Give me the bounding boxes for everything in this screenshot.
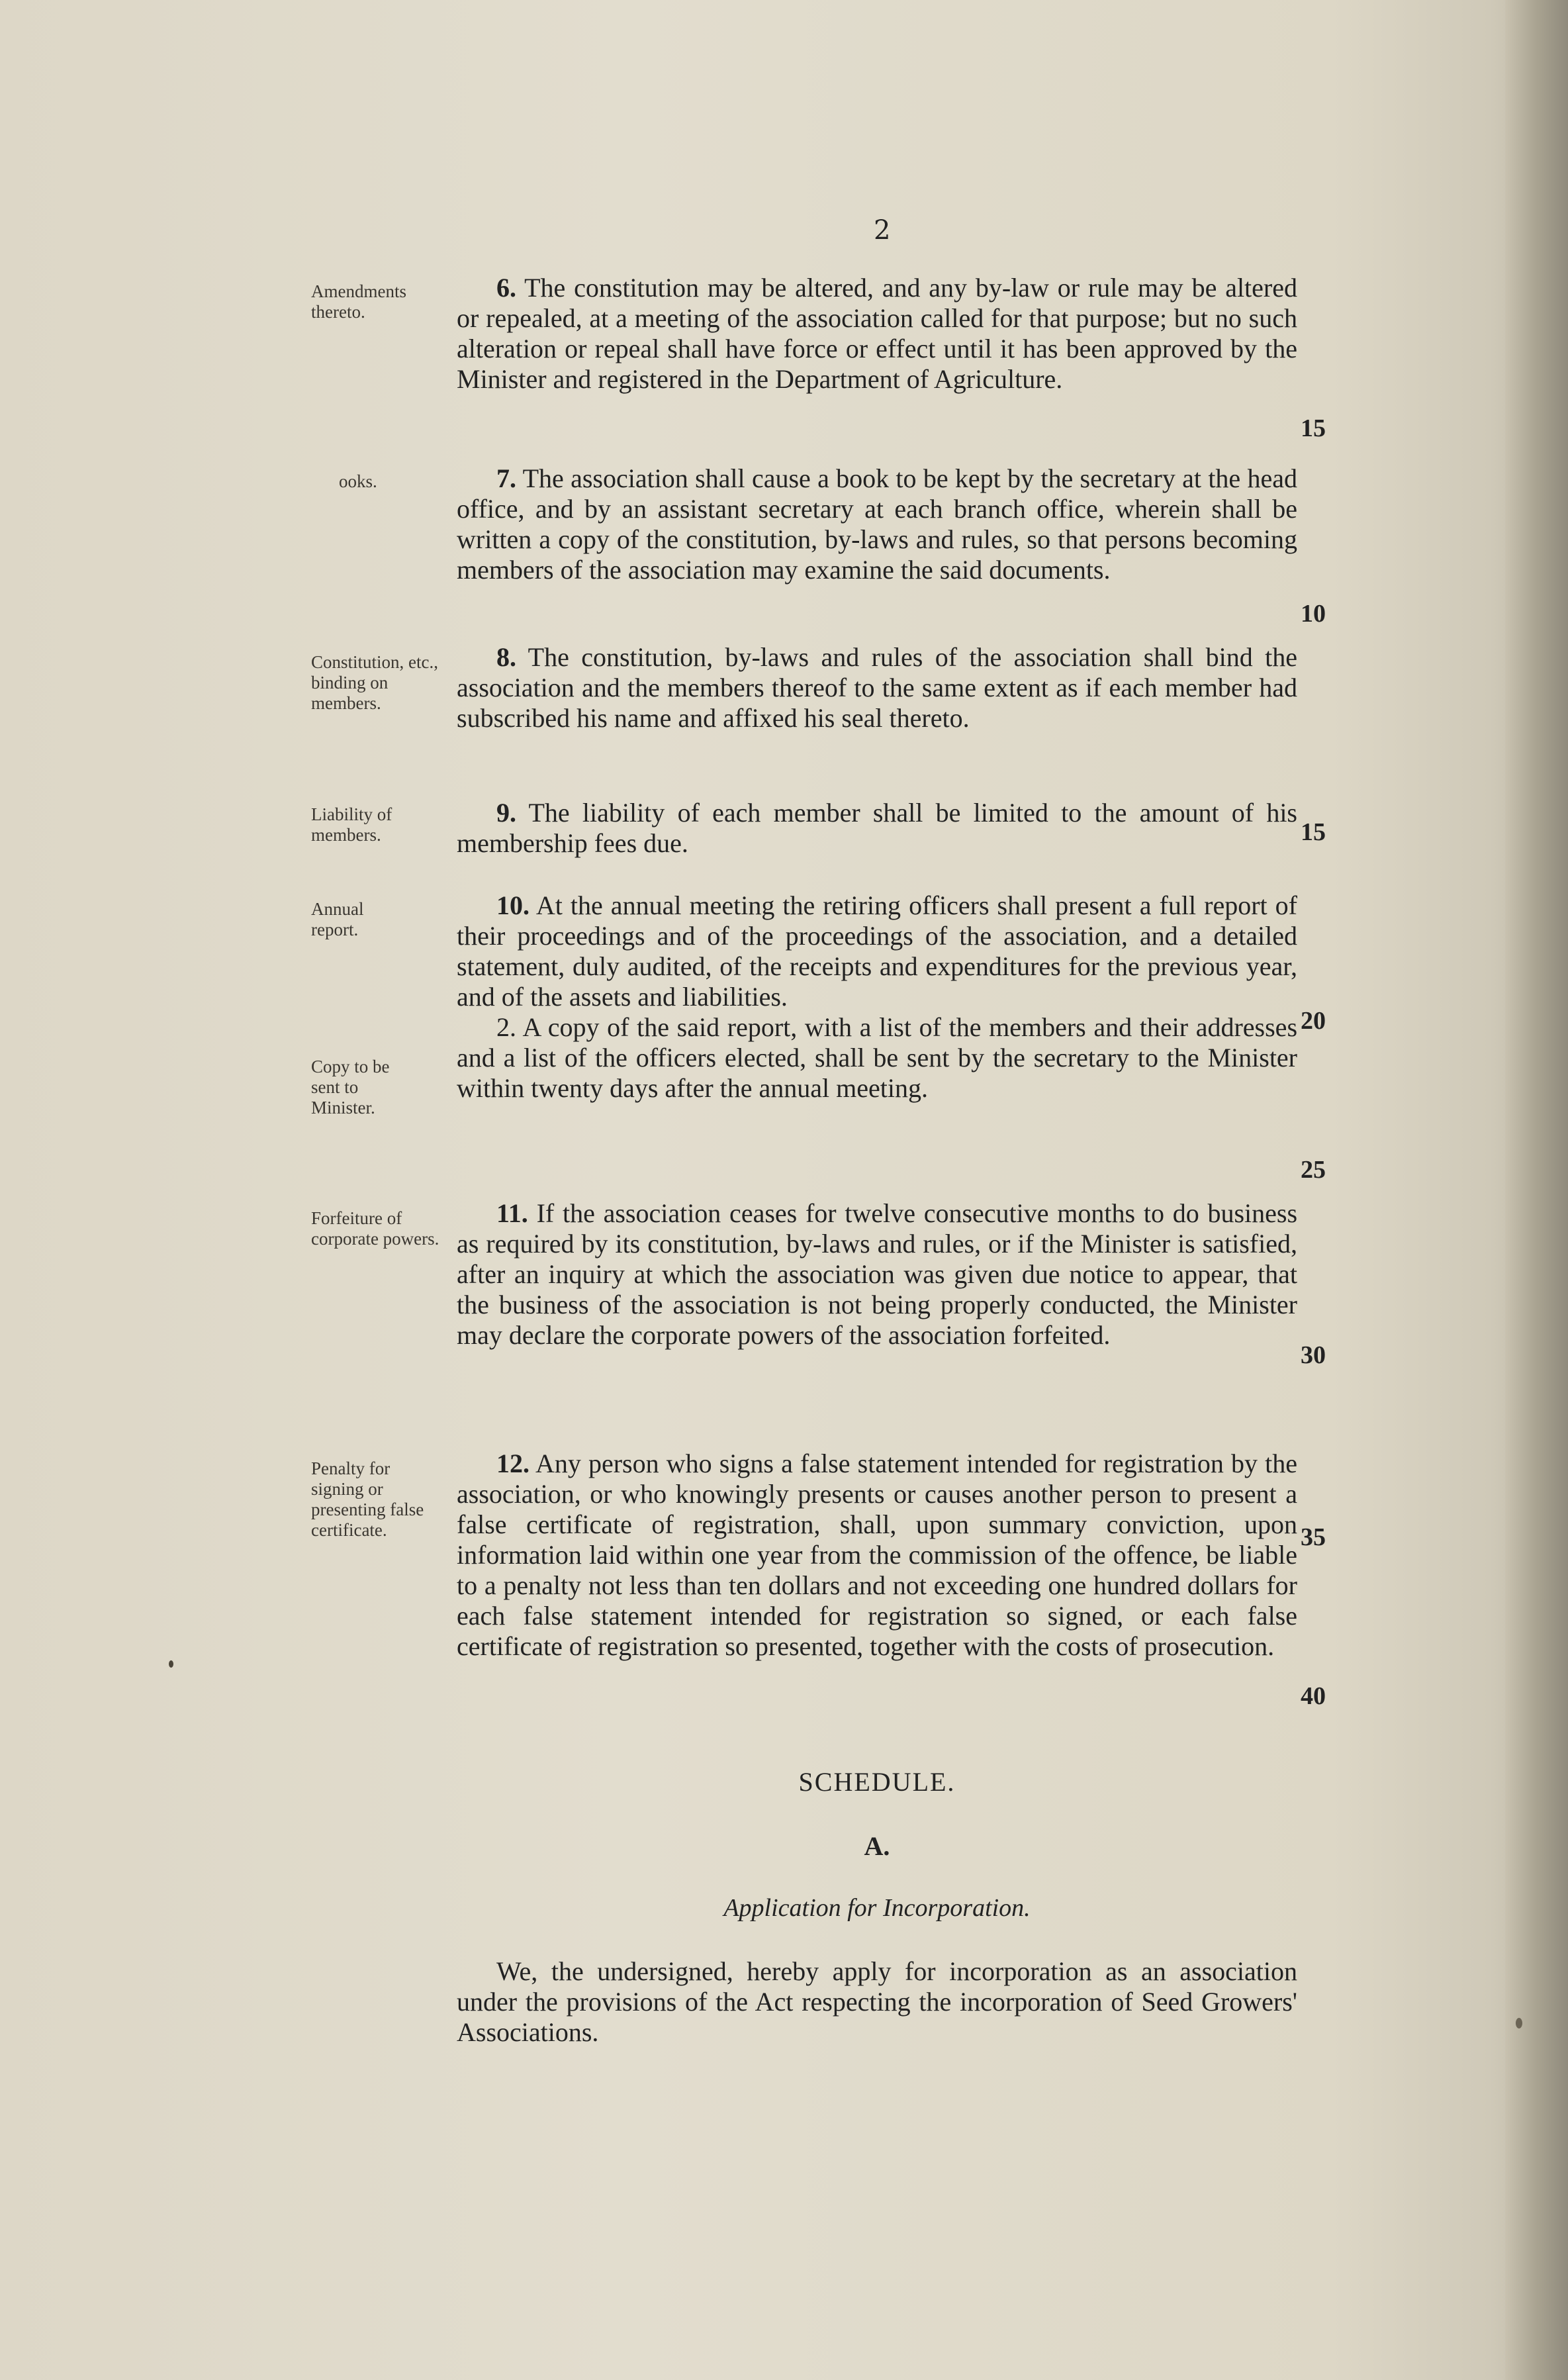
line-number: 30 — [1301, 1341, 1326, 1369]
margin-note-amendments: Amendments thereto. — [311, 281, 406, 322]
subsection-number: 2. — [496, 1012, 516, 1042]
line-number: 35 — [1301, 1523, 1326, 1551]
section-text: If the association ceases for twelve consecutive months to do business as required by its constitution, by-laws and rules, or if the Minister is satisfied, after an inquiry at which the association was given due notice to appear, that the business of the association is not being properly conducted, the Minister may declare the corporate powers of the association forfeited. — [457, 1198, 1298, 1350]
line-number: 20 — [1301, 1007, 1326, 1035]
margin-note-penalty: Penalty for signing or presenting false certificate. — [311, 1458, 424, 1540]
ink-speck — [169, 1660, 173, 1668]
line-number: 40 — [1301, 1682, 1326, 1710]
schedule-letter: A. — [864, 1831, 890, 1861]
margin-note-binding: Constitution, etc., binding on members. — [311, 652, 438, 713]
ink-speck — [1516, 2018, 1522, 2028]
section-number: 11. — [496, 1198, 528, 1228]
line-number: 15 — [1301, 414, 1326, 442]
section-6 — [457, 273, 1297, 395]
section-11 — [457, 1198, 1297, 1351]
margin-note-liability: Liability of members. — [311, 804, 392, 845]
line-number: 10 — [1301, 600, 1326, 628]
subsection-text: A copy of the said report, with a list of the members and their addresses and a list of the officers elected, shall be sent by the secretary to the Minister within twenty days after the annual meeting. — [457, 1012, 1298, 1103]
section-number: 7. — [496, 463, 516, 493]
line-number: 15 — [1301, 818, 1326, 846]
schedule-title: SCHEDULE. — [798, 1767, 956, 1797]
section-text: At the annual meeting the retiring officers shall present a full report of their proceedings and of the proceedings of the association, and a detailed statement, duly audited, of the receipts and expenditures for the previous year, and of the assets and liabilities. — [457, 890, 1297, 1012]
margin-note-copy-to-minister: Copy to be sent to Minister. — [311, 1057, 390, 1118]
page-number: 2 — [874, 215, 891, 246]
section-text: The constitution may be altered, and any by-law or rule may be altered or repealed, at a meeting of the association called for that purpose; but no such alteration or repeal shall have force or effect until it has been approved by the Minister and registered in the Department of Agriculture. — [457, 273, 1297, 394]
section-7 — [457, 463, 1297, 585]
margin-note-forfeiture: Forfeiture of corporate powers. — [311, 1208, 439, 1249]
section-12 — [457, 1449, 1297, 1662]
section-number: 8. — [496, 642, 516, 672]
line-number: 25 — [1301, 1156, 1326, 1184]
section-text: Any person who signs a false statement intended for registration by the association, or who knowingly presents or causes another person to present a false certificate of registration, shall, upon summary conviction, upon information laid within one year from the commission of the offence, be liable to a penalty not less than ten dollars and not exceeding one hundred dollars for each false statement intended for registration so signed, or each false certificate of registration so presented, together with the costs of prosecution. — [457, 1449, 1297, 1661]
section-number: 6. — [496, 273, 516, 303]
section-10 — [457, 890, 1297, 1104]
margin-note-annual-report: Annual report. — [311, 899, 364, 939]
schedule-text: We, the undersigned, hereby apply for incorporation as an association under the provisions of the Act respecting the incorporation of Seed Growers' Associations. — [457, 1956, 1297, 2047]
margin-note-books: ooks. — [339, 471, 377, 491]
section-9 — [457, 798, 1297, 859]
schedule-caption: Application for Incorporation. — [723, 1894, 1031, 1922]
section-text: The association shall cause a book to be kept by the secretary at the head office, and by an assistant secretary at each branch office, wherein shall be written a copy of the constitution, by-laws and rules, so that persons becoming members of the association may examine the said documents. — [457, 463, 1297, 585]
section-number: 9. — [496, 798, 516, 828]
schedule-application-text — [457, 1956, 1297, 2048]
section-number: 10. — [496, 890, 530, 920]
book-spine-shadow — [1505, 0, 1568, 2380]
section-number: 12. — [496, 1449, 530, 1478]
section-text: The constitution, by-laws and rules of the association shall bind the association and the members thereof to the same extent as if each member had subscribed his name and affixed his seal thereto. — [457, 642, 1298, 733]
section-8 — [457, 642, 1297, 734]
section-text: The liability of each member shall be limited to the amount of his membership fees due. — [457, 798, 1297, 858]
